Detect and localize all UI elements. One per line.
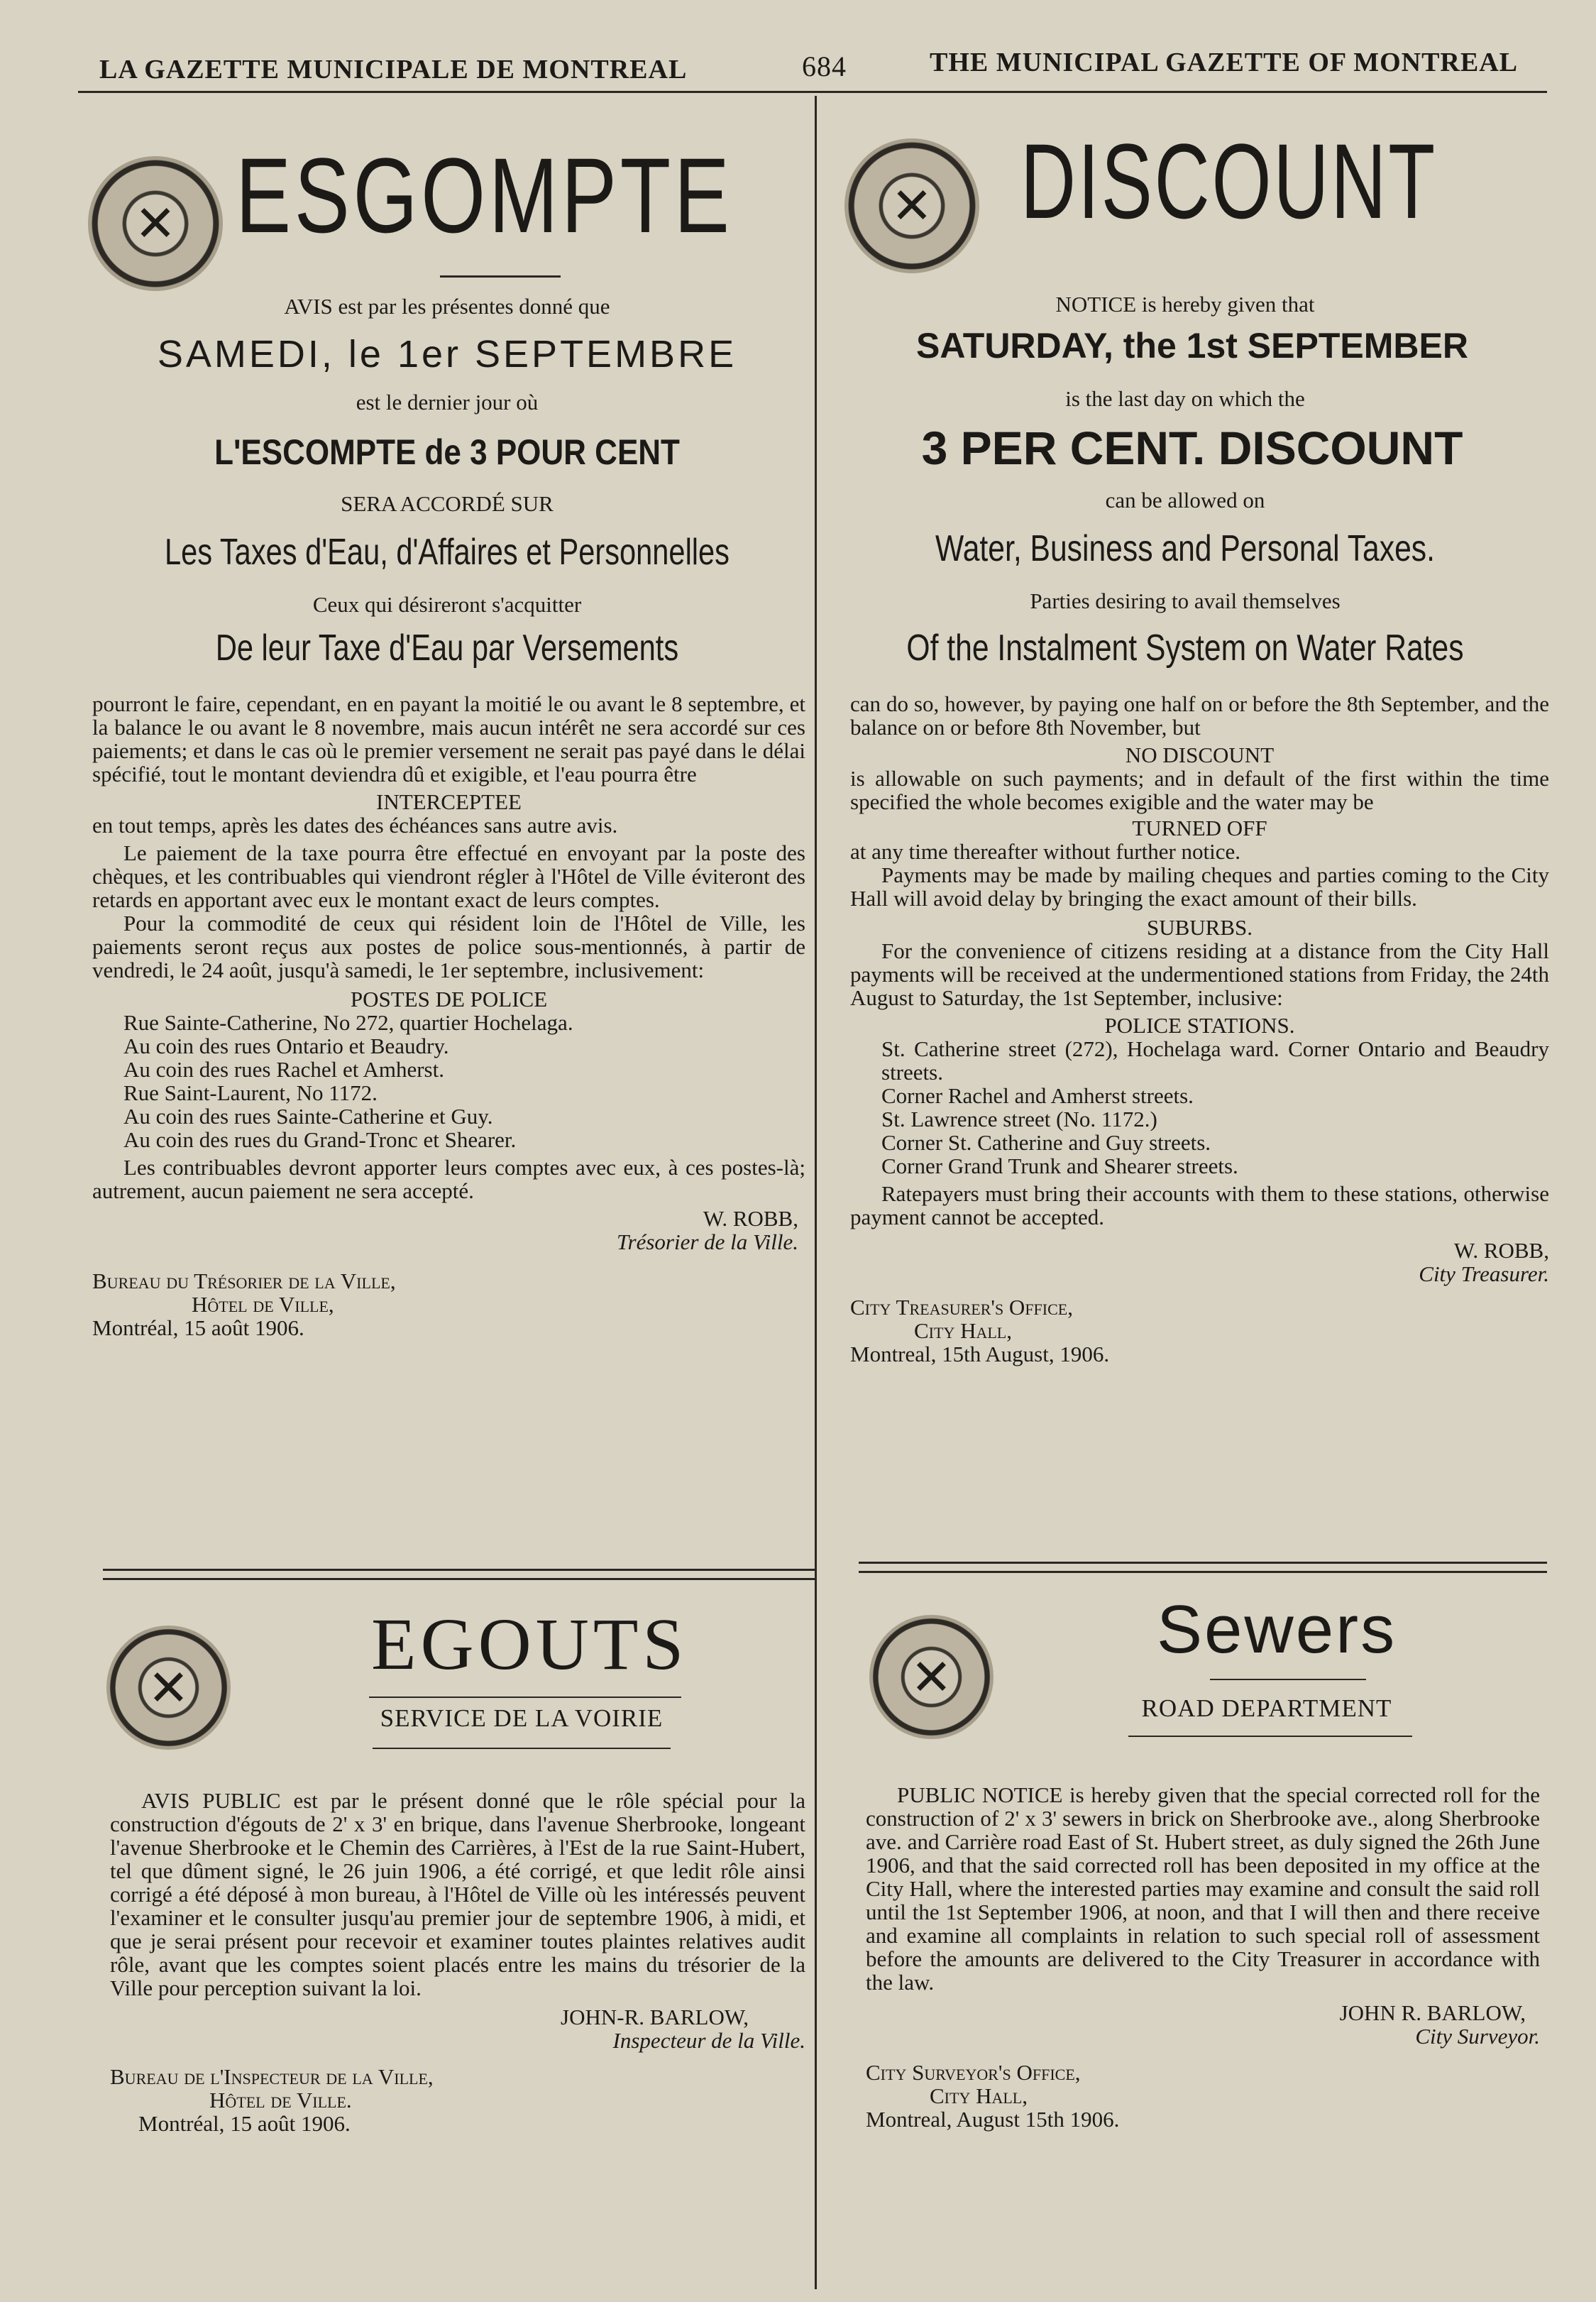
station-item: St. Lawrence street (No. 1172.) xyxy=(881,1107,1157,1131)
office-line1: Bureau du Trésorier de la Ville, xyxy=(92,1268,396,1293)
header-left: LA GAZETTE MUNICIPALE DE MONTREAL xyxy=(99,55,688,84)
notice-line4: Parties desiring to avail themselves xyxy=(1030,588,1341,613)
date-line: Montreal, 15th August, 1906. xyxy=(850,1342,1110,1366)
no-discount-head: NO DISCOUNT xyxy=(1125,742,1275,767)
notice-title: EGOUTS xyxy=(371,1604,688,1685)
station-item: Au coin des rues du Grand-Tronc et Shearer. xyxy=(123,1127,517,1152)
notice-title: Sewers xyxy=(1157,1591,1397,1667)
page-number: 684 xyxy=(802,50,847,82)
date-line: Montréal, 15 août 1906. xyxy=(92,1315,304,1340)
signer: JOHN-R. BARLOW, xyxy=(561,2005,749,2029)
office-line1: City Treasurer's Office, xyxy=(850,1295,1073,1320)
notice-body xyxy=(850,692,1549,1366)
title-rule xyxy=(1210,1679,1366,1680)
office-line1: Bureau de l'Inspecteur de la Ville, xyxy=(110,2064,434,2089)
intercepted-head: INTERCEPTEE xyxy=(376,789,522,814)
subtitle-rule xyxy=(1128,1736,1412,1737)
notice-body xyxy=(110,1789,805,2135)
body-p6: Ratepayers must bring their accounts with them to these stations, otherwise payment cannot be accepted. xyxy=(850,1181,1549,1229)
office-line2: Hôtel de Ville. xyxy=(209,2088,352,2112)
notice-taxes: Les Taxes d'Eau, d'Affaires et Personnelles xyxy=(165,532,730,573)
header-rule xyxy=(78,91,1547,93)
body-p5: For the convenience of citizens residing at a distance from the City Hall payments will be received at the undermentioned stations from Friday, the 24th August to Saturday, the 1st September, inclusive: xyxy=(850,938,1549,1010)
office-line1: City Surveyor's Office, xyxy=(866,2060,1081,2085)
body-p2: is allowable on such payments; and in default of the first within the time specified the whole becomes exigible and the water may be xyxy=(850,766,1549,814)
title-rule xyxy=(369,1697,681,1698)
body-p1: pourront le faire, cependant, en en payant la moitié le ou avant le 8 septembre, et la balance le ou avant le 8 novembre, mais aucun intérêt ne sera accordé sur ces paiements; et dans le cas où le premier versement ne serait pas payé dans le délai spécifié, tout le montant deviendra dû et exigible, et l'eau pourra être xyxy=(92,691,805,786)
notice-instalment: De leur Taxe d'Eau par Versements xyxy=(215,627,679,669)
notice-line3: can be allowed on xyxy=(1105,488,1265,513)
body-p2: en tout temps, après les dates des échéances sans autre avis. xyxy=(92,813,618,838)
station-item: Corner St. Catherine and Guy streets. xyxy=(881,1130,1211,1155)
suburbs-head: SUBURBS. xyxy=(1146,915,1253,940)
notice-subtitle: SERVICE DE LA VOIRIE xyxy=(380,1704,664,1732)
station-item: Rue Sainte-Catherine, No 272, quartier Hochelaga. xyxy=(123,1010,573,1035)
notice-intro: NOTICE is hereby given that xyxy=(1055,292,1315,317)
header-right: THE MUNICIPAL GAZETTE OF MONTREAL xyxy=(930,48,1518,77)
notice-date: SATURDAY, the 1st SEPTEMBER xyxy=(916,326,1468,366)
notice-date: SAMEDI, le 1er SEPTEMBRE xyxy=(157,333,737,376)
notice-headline: 3 PER CENT. DISCOUNT xyxy=(921,422,1463,474)
city-seal-icon xyxy=(88,156,223,291)
notice-subtitle: ROAD DEPARTMENT xyxy=(1141,1694,1392,1722)
stations-list xyxy=(92,1011,805,1151)
running-head xyxy=(92,44,1532,87)
notice-title: DISCOUNT xyxy=(1020,121,1438,241)
city-seal-icon xyxy=(869,1615,994,1739)
discount-notice xyxy=(830,99,1554,1555)
body-p3: at any time thereafter without further notice. xyxy=(850,839,1241,864)
signer-title: Inspecteur de la Ville. xyxy=(612,2028,805,2053)
notice-line2: est le dernier jour où xyxy=(356,390,539,415)
notice-title: ESGOMPTE xyxy=(236,136,733,255)
station-item: Corner Grand Trunk and Shearer streets. xyxy=(881,1153,1238,1178)
section-rule-right xyxy=(859,1562,1547,1573)
station-item: Au coin des rues Sainte-Catherine et Guy. xyxy=(123,1104,493,1129)
date-line: Montréal, 15 août 1906. xyxy=(138,2111,351,2136)
notice-line4: Ceux qui désireront s'acquitter xyxy=(312,592,582,617)
station-item: Au coin des rues Ontario et Beaudry. xyxy=(123,1034,449,1058)
section-rule-left xyxy=(103,1569,816,1580)
office-line2: City Hall, xyxy=(914,1318,1012,1343)
notice-body xyxy=(92,692,805,1339)
notice-headline: L'ESCOMPTE de 3 POUR CENT xyxy=(214,432,680,472)
body-text: PUBLIC NOTICE is hereby given that the special corrected roll for the construction of 2' x 3' sewers in brick on Sherbrooke ave., along Sherbrooke ave. and Carrière road East of St. Hubert street, as duly signed the 26th June 1906, and that the said corrected roll has been deposited in my office at the City Hall, where the interested parties may examine and consult the said roll until the 1st September 1906, at noon, and that I will then and there receive and examine all complaints in relation to such special roll of assessment before the amounts are delivered to the City Treasurer in accordance with the law. xyxy=(866,1782,1540,1995)
stations-head: POSTES DE POLICE xyxy=(350,987,548,1012)
station-item: St. Catherine street (272), Hochelaga ward. Corner Ontario and Beaudry streets. xyxy=(881,1036,1549,1085)
station-item: Corner Rachel and Amherst streets. xyxy=(881,1083,1194,1108)
office-line2: City Hall, xyxy=(930,2083,1028,2108)
office-line2: Hôtel de Ville, xyxy=(192,1292,334,1317)
date-line: Montreal, August 15th 1906. xyxy=(866,2107,1120,2132)
body-p3: Le paiement de la taxe pourra être effectué en envoyant par la poste des chèques, et les contribuables qui viendront régler à l'Hôtel de Ville éviteront des retards en apportant avec eux le montant exact de leurs comptes. xyxy=(92,840,805,912)
notice-instalment: Of the Instalment System on Water Rates xyxy=(906,627,1464,669)
city-seal-icon xyxy=(844,138,979,273)
title-rule xyxy=(440,275,561,278)
subtitle-rule xyxy=(373,1748,671,1749)
station-item: Rue Saint-Laurent, No 1172. xyxy=(123,1080,378,1105)
escompte-notice xyxy=(85,99,809,1555)
signer-title: City Treasurer. xyxy=(1419,1261,1549,1286)
body-p5: Les contribuables devront apporter leurs comptes avec eux, à ces postes-là; autrement, aucun paiement ne sera accepté. xyxy=(92,1155,805,1203)
stations-head: POLICE STATIONS. xyxy=(1104,1013,1295,1038)
notice-taxes: Water, Business and Personal Taxes. xyxy=(935,528,1435,569)
egouts-notice xyxy=(103,1590,816,2271)
notice-line3: SERA ACCORDÉ SUR xyxy=(341,491,554,516)
notice-intro: AVIS est par les présentes donné que xyxy=(284,294,610,319)
signer: JOHN R. BARLOW, xyxy=(1339,2000,1526,2025)
signer-title: Trésorier de la Ville. xyxy=(616,1229,798,1254)
body-text: AVIS PUBLIC est par le présent donné que le rôle spécial pour la construction d'égouts de 2' x 3' en brique, dans l'avenue Sherbrooke, longeant l'avenue Sherbrooke et le Chemin des Carrières, à l'Est de la rue Saint-Hubert, tel que dûment signé, le 26 juin 1906, a été corrigé, et que ledit rôle ainsi corrigé a été déposé à mon bureau, à l'Hôtel de Ville où les intéressés peuvent l'examiner et le consulter jusqu'au premier jour de septembre 1906, à midi, et que je serai présent pour recevoir et examiner toutes plaintes relatives audit rôle, avant que les comptes soient placés entre les mains du trésorier de la Ville pour perception suivant la loi. xyxy=(110,1788,805,2000)
signer-title: City Surveyor. xyxy=(1415,2024,1540,2049)
body-p4: Payments may be made by mailing cheques and parties coming to the City Hall will avoid delay by bringing the exact amount of their bills. xyxy=(850,862,1549,911)
signer: W. ROBB, xyxy=(703,1206,798,1231)
notice-body xyxy=(866,1783,1540,2131)
sewers-notice xyxy=(859,1583,1554,2271)
station-item: Au coin des rues Rachel et Amherst. xyxy=(123,1057,444,1082)
stations-list xyxy=(850,1037,1549,1178)
notice-line2: is the last day on which the xyxy=(1065,386,1305,411)
city-seal-icon xyxy=(106,1626,231,1750)
body-p4: Pour la commodité de ceux qui résident loin de l'Hôtel de Ville, les paiements seront reçus aux postes de police sous-mentionnés, à partir de vendredi, le 24 août, jusqu'à samedi, le 1er septembre, inclusivement: xyxy=(92,911,805,982)
signer: W. ROBB, xyxy=(1453,1238,1549,1263)
body-p1: can do so, however, by paying one half on or before the 8th September, and the balance on or before 8th November, but xyxy=(850,691,1549,740)
turned-off-head: TURNED OFF xyxy=(1132,816,1267,840)
